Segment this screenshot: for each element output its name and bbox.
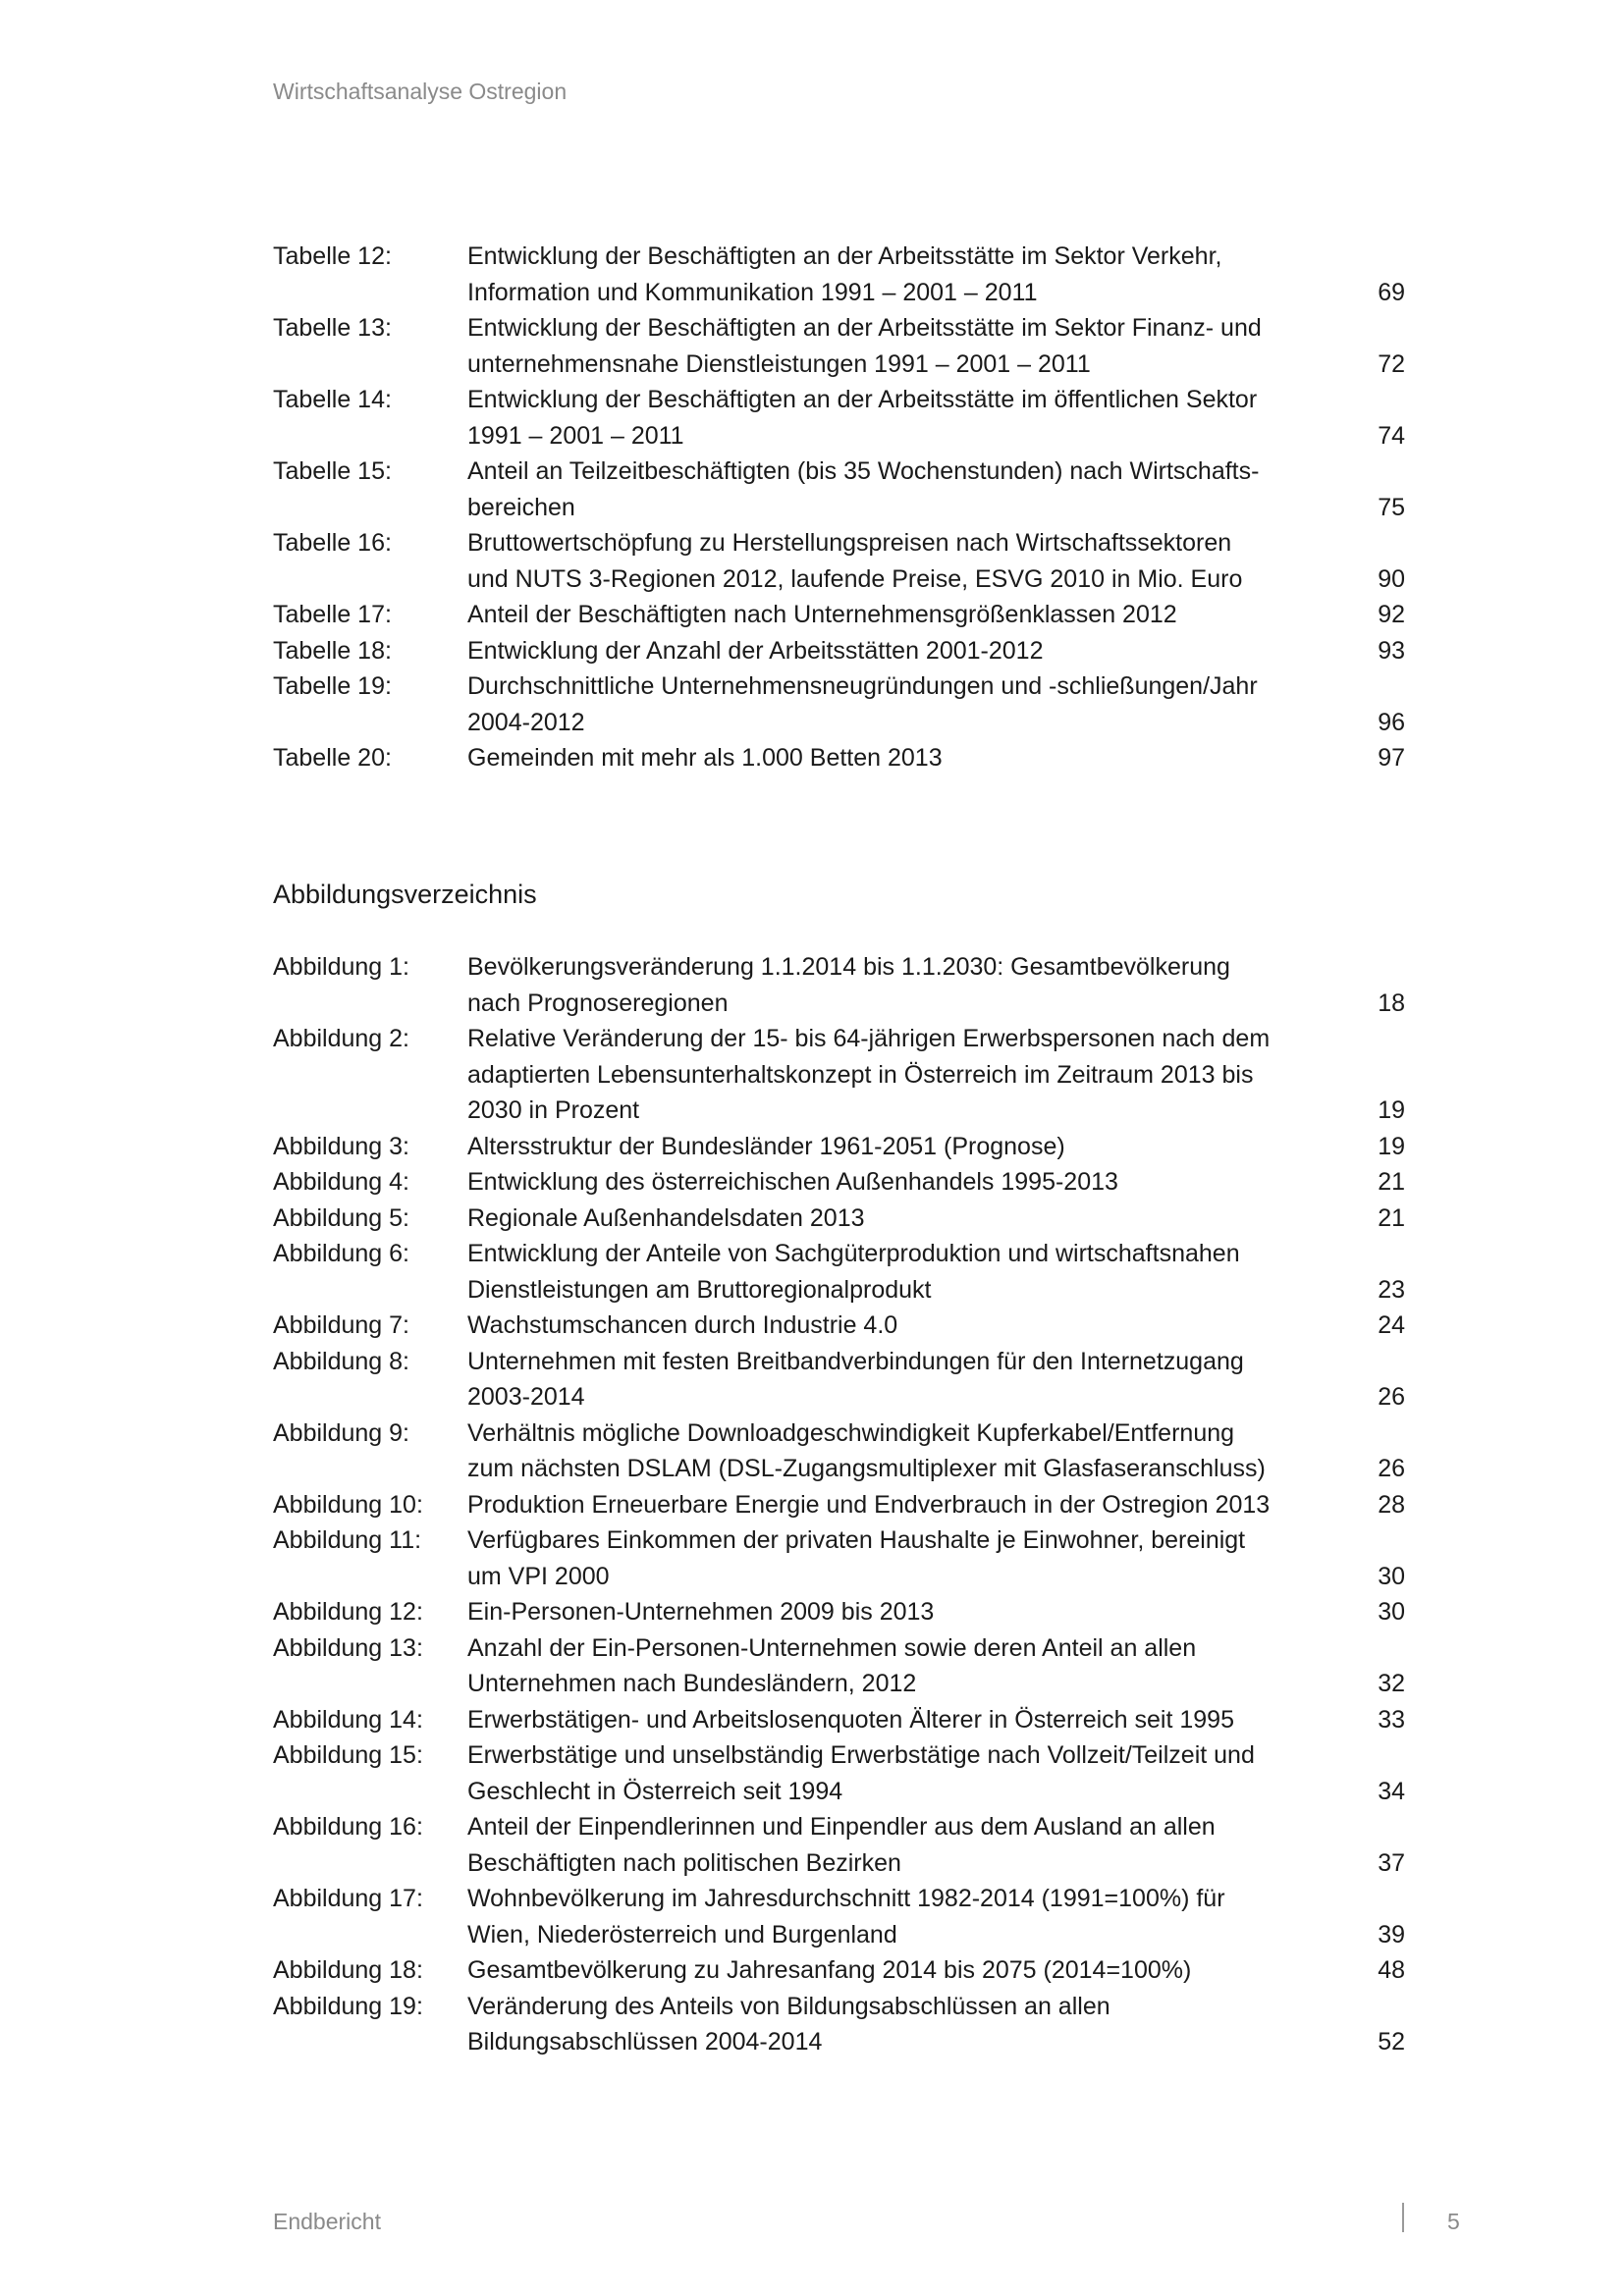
toc-entry-line bbox=[467, 1917, 1405, 1953]
toc-entry-title: Altersstruktur der Bundesländer 1961-2051 (Prognose) bbox=[467, 1132, 1065, 1160]
toc-entry[interactable] bbox=[273, 949, 1405, 1021]
toc-entry-line bbox=[467, 1737, 1405, 1774]
toc-entry-title: Information und Kommunikation 1991 – 2001 – 2011 bbox=[467, 278, 1038, 306]
toc-entry-body bbox=[467, 1236, 1405, 1308]
toc-entry-line bbox=[467, 1021, 1405, 1057]
toc-entry-label: Abbildung 16: bbox=[273, 1813, 423, 1841]
toc-entry-body bbox=[467, 1737, 1405, 1809]
toc-entry-title: 2030 in Prozent bbox=[467, 1096, 640, 1124]
toc-entry-body bbox=[467, 1594, 1405, 1630]
toc-entry-body bbox=[467, 668, 1405, 740]
toc-entry-label: Abbildung 8: bbox=[273, 1347, 410, 1375]
toc-entry-page: 19 bbox=[1378, 1132, 1405, 1160]
toc-entry-page: 72 bbox=[1378, 349, 1405, 378]
toc-entry-page: 97 bbox=[1378, 744, 1405, 772]
toc-entry-line bbox=[467, 382, 1405, 418]
toc-entry-label: Abbildung 13: bbox=[273, 1633, 423, 1662]
toc-entry-line bbox=[467, 310, 1405, 347]
toc-entry-label: Abbildung 4: bbox=[273, 1168, 410, 1196]
toc-entry-title: adaptierten Lebensunterhaltskonzept in Österreich im Zeitraum 2013 bis bbox=[467, 1060, 1254, 1089]
toc-entry-label: Abbildung 3: bbox=[273, 1132, 410, 1160]
toc-entry-line bbox=[467, 2024, 1405, 2060]
toc-entry-title: Durchschnittliche Unternehmensneugründungen und -schließungen/Jahr bbox=[467, 672, 1258, 700]
toc-entry-line bbox=[467, 561, 1405, 598]
toc-entry[interactable] bbox=[273, 1952, 1405, 1989]
toc-entry-title: Dienstleistungen am Bruttoregionalprodukt bbox=[467, 1275, 932, 1304]
toc-entry-body bbox=[467, 1201, 1405, 1237]
toc-entry-title: Wien, Niederösterreich und Burgenland bbox=[467, 1920, 897, 1949]
toc-entry-page bbox=[1346, 1881, 1405, 1917]
toc-entry-page bbox=[1346, 310, 1405, 347]
toc-entry-line bbox=[467, 1845, 1405, 1882]
toc-entry[interactable] bbox=[273, 668, 1405, 740]
footer-report-label: Endbericht bbox=[273, 2209, 381, 2234]
toc-entry-label: Tabelle 18: bbox=[273, 636, 392, 665]
toc-entry-page: 75 bbox=[1378, 493, 1405, 521]
toc-entry-line bbox=[467, 1666, 1405, 1702]
toc-entry-title: Veränderung des Anteils von Bildungsabschlüssen an allen bbox=[467, 1992, 1110, 2020]
toc-entry[interactable] bbox=[273, 1809, 1405, 1881]
toc-entry-body bbox=[467, 1952, 1405, 1989]
toc-entry-title: um VPI 2000 bbox=[467, 1562, 610, 1590]
toc-entry-label: Abbildung 15: bbox=[273, 1741, 423, 1769]
toc-entry[interactable] bbox=[273, 1201, 1405, 1237]
toc-entry-title: Anteil an Teilzeitbeschäftigten (bis 35 Wochenstunden) nach Wirtschafts- bbox=[467, 457, 1260, 485]
toc-entry-title: Gemeinden mit mehr als 1.000 Betten 2013 bbox=[467, 744, 943, 772]
toc-entry-body bbox=[467, 1487, 1405, 1523]
toc-entry-title: unternehmensnahe Dienstleistungen 1991 – 2001 – 2011 bbox=[467, 349, 1091, 378]
toc-entry[interactable] bbox=[273, 1989, 1405, 2060]
toc-entry-page: 30 bbox=[1378, 1562, 1405, 1590]
toc-entry-title: Entwicklung der Beschäftigten an der Arbeitsstätte im Sektor Finanz- und bbox=[467, 314, 1262, 342]
toc-entry[interactable] bbox=[273, 1415, 1405, 1487]
toc-entry-title: Erwerbstätigen- und Arbeitslosenquoten Älterer in Österreich seit 1995 bbox=[467, 1705, 1234, 1734]
toc-entry-page bbox=[1346, 1021, 1405, 1057]
toc-entry-title: Unternehmen nach Bundesländern, 2012 bbox=[467, 1670, 917, 1697]
toc-entry-body bbox=[467, 1129, 1405, 1165]
toc-entry-title: und NUTS 3-Regionen 2012, laufende Preise, ESVG 2010 in Mio. Euro bbox=[467, 564, 1243, 593]
toc-entry-body bbox=[467, 1989, 1405, 2060]
toc-entry-page: 74 bbox=[1378, 421, 1405, 450]
toc-entry-label: Abbildung 18: bbox=[273, 1956, 423, 1984]
toc-entry-page bbox=[1346, 1415, 1405, 1452]
toc-entry[interactable] bbox=[273, 1702, 1405, 1738]
toc-entry-line bbox=[467, 1308, 1405, 1344]
toc-entry-line bbox=[467, 740, 1405, 776]
toc-entry-page bbox=[1346, 1809, 1405, 1845]
toc-entry-body bbox=[467, 1344, 1405, 1415]
toc-entry-line bbox=[467, 1093, 1405, 1129]
toc-entry-line bbox=[467, 986, 1405, 1022]
toc-entry-title: 2003-2014 bbox=[467, 1383, 585, 1411]
toc-entry-title: Ein-Personen-Unternehmen 2009 bis 2013 bbox=[467, 1598, 935, 1626]
toc-entry-page: 21 bbox=[1378, 1168, 1405, 1196]
toc-entry-line bbox=[467, 1702, 1405, 1738]
toc-entry-line bbox=[467, 1201, 1405, 1237]
toc-entry-line bbox=[467, 633, 1405, 669]
toc-entry-line bbox=[467, 1415, 1405, 1452]
toc-entry-title: bereichen bbox=[467, 493, 575, 521]
toc-entry-page: 92 bbox=[1378, 601, 1405, 628]
toc-entry-line bbox=[467, 1344, 1405, 1380]
toc-entry-line bbox=[467, 1272, 1405, 1308]
toc-entry-title: zum nächsten DSLAM (DSL-Zugangsmultiplexer mit Glasfaseranschluss) bbox=[467, 1455, 1266, 1482]
toc-entry-label: Tabelle 16: bbox=[273, 529, 392, 557]
toc-entry-body bbox=[467, 597, 1405, 633]
toc-entry-title: Wohnbevölkerung im Jahresdurchschnitt 1982-2014 (1991=100%) für bbox=[467, 1885, 1225, 1912]
toc-entry-title: Unternehmen mit festen Breitbandverbindungen für den Internetzugang bbox=[467, 1347, 1244, 1375]
toc-entry-title: nach Prognoseregionen bbox=[467, 988, 729, 1017]
toc-entry-line bbox=[467, 1559, 1405, 1595]
toc-entry-page: 19 bbox=[1378, 1096, 1405, 1124]
toc-entry-page: 23 bbox=[1378, 1275, 1405, 1304]
toc-entry[interactable] bbox=[273, 1164, 1405, 1201]
toc-entry-body bbox=[467, 454, 1405, 525]
toc-entry-page: 33 bbox=[1378, 1705, 1405, 1734]
toc-entry[interactable] bbox=[273, 1487, 1405, 1523]
toc-entry-label: Abbildung 10: bbox=[273, 1490, 423, 1519]
toc-entry-title: Entwicklung des österreichischen Außenhandels 1995-2013 bbox=[467, 1168, 1118, 1196]
toc-entry-title: Regionale Außenhandelsdaten 2013 bbox=[467, 1203, 865, 1232]
toc-entry-body bbox=[467, 1164, 1405, 1201]
toc-entry-line bbox=[467, 1379, 1405, 1415]
toc-entry[interactable] bbox=[273, 382, 1405, 454]
toc-entry-title: Entwicklung der Anteile von Sachgüterproduktion und wirtschaftsnahen bbox=[467, 1240, 1240, 1267]
toc-entry[interactable] bbox=[273, 454, 1405, 525]
toc-entry-page bbox=[1346, 1737, 1405, 1774]
toc-entry-page bbox=[1346, 1522, 1405, 1559]
toc-entry-label: Abbildung 2: bbox=[273, 1025, 410, 1052]
toc-entry[interactable] bbox=[273, 1129, 1405, 1165]
toc-entry-body bbox=[467, 1021, 1405, 1129]
figure-list bbox=[273, 949, 1405, 2060]
toc-entry-page: 26 bbox=[1378, 1383, 1405, 1411]
toc-entry-page bbox=[1346, 668, 1405, 705]
toc-entry-title: Anteil der Einpendlerinnen und Einpendler aus dem Ausland an allen bbox=[467, 1813, 1216, 1841]
toc-entry-page bbox=[1346, 454, 1405, 490]
toc-entry[interactable] bbox=[273, 1236, 1405, 1308]
toc-entry-page bbox=[1346, 949, 1405, 986]
toc-entry-body bbox=[467, 1308, 1405, 1344]
toc-entry-line bbox=[467, 490, 1405, 526]
toc-entry-page bbox=[1346, 1989, 1405, 2025]
toc-entry-body bbox=[467, 1809, 1405, 1881]
toc-entry[interactable] bbox=[273, 1881, 1405, 1952]
toc-entry-line bbox=[467, 347, 1405, 383]
toc-entry-title: 2004-2012 bbox=[467, 708, 585, 736]
toc-entry[interactable] bbox=[273, 597, 1405, 633]
running-header: Wirtschaftsanalyse Ostregion bbox=[273, 79, 568, 104]
toc-entry-line bbox=[467, 1236, 1405, 1272]
toc-entry-body bbox=[467, 382, 1405, 454]
toc-entry-title: Anteil der Beschäftigten nach Unternehmensgrößenklassen 2012 bbox=[467, 601, 1177, 628]
toc-entry-page: 69 bbox=[1378, 278, 1405, 306]
toc-entry[interactable] bbox=[273, 525, 1405, 597]
toc-entry[interactable] bbox=[273, 239, 1405, 310]
toc-entry-title: Anzahl der Ein-Personen-Unternehmen sowie deren Anteil an allen bbox=[467, 1633, 1197, 1662]
toc-entry-title: Wachstumschancen durch Industrie 4.0 bbox=[467, 1311, 898, 1339]
toc-entry-body bbox=[467, 525, 1405, 597]
toc-entry-label: Abbildung 7: bbox=[273, 1311, 410, 1339]
toc-entry[interactable] bbox=[273, 740, 1405, 776]
toc-entry[interactable] bbox=[273, 1594, 1405, 1630]
toc-entry-label: Abbildung 12: bbox=[273, 1598, 423, 1626]
toc-entry-label: Tabelle 19: bbox=[273, 672, 392, 700]
toc-entry-page: 30 bbox=[1378, 1598, 1405, 1626]
toc-entry-page: 48 bbox=[1378, 1956, 1405, 1984]
toc-entry-page: 28 bbox=[1378, 1490, 1405, 1519]
toc-entry-page: 24 bbox=[1378, 1311, 1405, 1339]
toc-entry-title: Geschlecht in Österreich seit 1994 bbox=[467, 1777, 843, 1805]
toc-entry[interactable] bbox=[273, 1630, 1405, 1702]
toc-entry-line bbox=[467, 1809, 1405, 1845]
toc-entry-page: 52 bbox=[1378, 2028, 1405, 2056]
toc-entry-title: Bevölkerungsveränderung 1.1.2014 bis 1.1.2030: Gesamtbevölkerung bbox=[467, 953, 1230, 981]
toc-entry-title: Verhältnis mögliche Downloadgeschwindigkeit Kupferkabel/Entfernung bbox=[467, 1418, 1235, 1447]
toc-entry-page: 37 bbox=[1378, 1848, 1405, 1877]
toc-entry-body bbox=[467, 949, 1405, 1021]
toc-entry-page: 26 bbox=[1378, 1455, 1405, 1482]
toc-entry-page: 34 bbox=[1378, 1777, 1405, 1805]
toc-entry-label: Abbildung 5: bbox=[273, 1203, 410, 1232]
toc-entry-title: Produktion Erneuerbare Energie und Endverbrauch in der Ostregion 2013 bbox=[467, 1490, 1271, 1519]
toc-entry-line bbox=[467, 1989, 1405, 2025]
toc-entry-body bbox=[467, 1522, 1405, 1594]
toc-entry-body bbox=[467, 1415, 1405, 1487]
toc-entry-page bbox=[1346, 239, 1405, 275]
toc-entry-title: Verfügbares Einkommen der privaten Haushalte je Einwohner, bereinigt bbox=[467, 1526, 1246, 1554]
toc-entry-title: Beschäftigten nach politischen Bezirken bbox=[467, 1848, 901, 1877]
toc-entry-line bbox=[467, 949, 1405, 986]
toc-entry-line bbox=[467, 1594, 1405, 1630]
toc-entry-line bbox=[467, 1774, 1405, 1810]
toc-entry-page: 18 bbox=[1378, 988, 1405, 1017]
toc-entry-title: Erwerbstätige und unselbständig Erwerbstätige nach Vollzeit/Teilzeit und bbox=[467, 1741, 1255, 1769]
toc-entry-label: Abbildung 1: bbox=[273, 953, 410, 981]
toc-entry-line bbox=[467, 418, 1405, 454]
toc-entry-body bbox=[467, 633, 1405, 669]
toc-entry-line bbox=[467, 239, 1405, 275]
toc-entry-line bbox=[467, 1057, 1405, 1094]
toc-entry-page bbox=[1346, 525, 1405, 561]
toc-entry-title: Entwicklung der Beschäftigten an der Arbeitsstätte im öffentlichen Sektor bbox=[467, 386, 1258, 413]
toc-entry-line bbox=[467, 1522, 1405, 1559]
section-title-figures: Abbildungsverzeichnis bbox=[273, 880, 537, 909]
toc-entry-line bbox=[467, 1881, 1405, 1917]
toc-entry-title: Gesamtbevölkerung zu Jahresanfang 2014 bis 2075 (2014=100%) bbox=[467, 1956, 1192, 1984]
toc-entry-line bbox=[467, 705, 1405, 741]
page-number: 5 bbox=[1447, 2209, 1460, 2234]
toc-entry-line bbox=[467, 275, 1405, 311]
footer-divider bbox=[1402, 2203, 1404, 2232]
toc-entry-line bbox=[467, 1630, 1405, 1667]
toc-entry-line bbox=[467, 1487, 1405, 1523]
toc-entry-line bbox=[467, 597, 1405, 633]
toc-entry-label: Abbildung 19: bbox=[273, 1992, 423, 2020]
toc-entry-label: Tabelle 14: bbox=[273, 386, 392, 413]
toc-entry[interactable] bbox=[273, 1021, 1405, 1129]
toc-entry-line bbox=[467, 668, 1405, 705]
toc-entry[interactable] bbox=[273, 1344, 1405, 1415]
toc-entry-page: 93 bbox=[1378, 636, 1405, 665]
toc-entry-page bbox=[1346, 1057, 1405, 1094]
toc-entry-line bbox=[467, 454, 1405, 490]
toc-entry-title: Entwicklung der Beschäftigten an der Arbeitsstätte im Sektor Verkehr, bbox=[467, 242, 1222, 270]
toc-entry-page: 32 bbox=[1378, 1670, 1405, 1697]
toc-entry-body bbox=[467, 1702, 1405, 1738]
toc-entry-title: 1991 – 2001 – 2011 bbox=[467, 421, 684, 450]
toc-entry-title: Entwicklung der Anzahl der Arbeitsstätten 2001-2012 bbox=[467, 636, 1044, 665]
toc-entry-title: Bildungsabschlüssen 2004-2014 bbox=[467, 2028, 823, 2056]
toc-entry-page bbox=[1346, 382, 1405, 418]
toc-entry-page: 96 bbox=[1378, 708, 1405, 736]
toc-entry-body bbox=[467, 310, 1405, 382]
toc-entry-page: 90 bbox=[1378, 564, 1405, 593]
toc-entry-body bbox=[467, 1881, 1405, 1952]
toc-entry-label: Tabelle 13: bbox=[273, 314, 392, 342]
toc-entry-label: Abbildung 17: bbox=[273, 1885, 423, 1912]
toc-entry[interactable] bbox=[273, 310, 1405, 382]
toc-entry-page bbox=[1346, 1344, 1405, 1380]
toc-entry-label: Abbildung 6: bbox=[273, 1240, 410, 1267]
toc-entry-page bbox=[1346, 1630, 1405, 1667]
toc-entry-line bbox=[467, 1952, 1405, 1989]
toc-entry[interactable] bbox=[273, 1737, 1405, 1809]
toc-entry-label: Abbildung 14: bbox=[273, 1705, 423, 1734]
toc-entry-label: Tabelle 15: bbox=[273, 457, 392, 485]
toc-entry-line bbox=[467, 1129, 1405, 1165]
toc-entry-label: Tabelle 20: bbox=[273, 744, 392, 772]
toc-entry-title: Relative Veränderung der 15- bis 64-jährigen Erwerbspersonen nach dem bbox=[467, 1025, 1271, 1052]
toc-entry-label: Tabelle 12: bbox=[273, 242, 392, 270]
toc-entry-line bbox=[467, 525, 1405, 561]
toc-entry-label: Abbildung 11: bbox=[273, 1526, 422, 1554]
toc-entry-line bbox=[467, 1164, 1405, 1201]
toc-entry-body bbox=[467, 239, 1405, 310]
toc-entry-label: Tabelle 17: bbox=[273, 601, 392, 628]
toc-entry[interactable] bbox=[273, 1522, 1405, 1594]
toc-entry-body bbox=[467, 1630, 1405, 1702]
toc-entry[interactable] bbox=[273, 1308, 1405, 1344]
toc-entry-page bbox=[1346, 1236, 1405, 1272]
toc-entry-page: 21 bbox=[1378, 1203, 1405, 1232]
toc-entry-body bbox=[467, 740, 1405, 776]
toc-entry-label: Abbildung 9: bbox=[273, 1418, 410, 1447]
toc-entry-page: 39 bbox=[1378, 1920, 1405, 1949]
toc-entry-title: Bruttowertschöpfung zu Herstellungspreisen nach Wirtschaftssektoren bbox=[467, 529, 1232, 557]
toc-entry-line bbox=[467, 1451, 1405, 1487]
table-list bbox=[273, 239, 1405, 776]
toc-entry[interactable] bbox=[273, 633, 1405, 669]
